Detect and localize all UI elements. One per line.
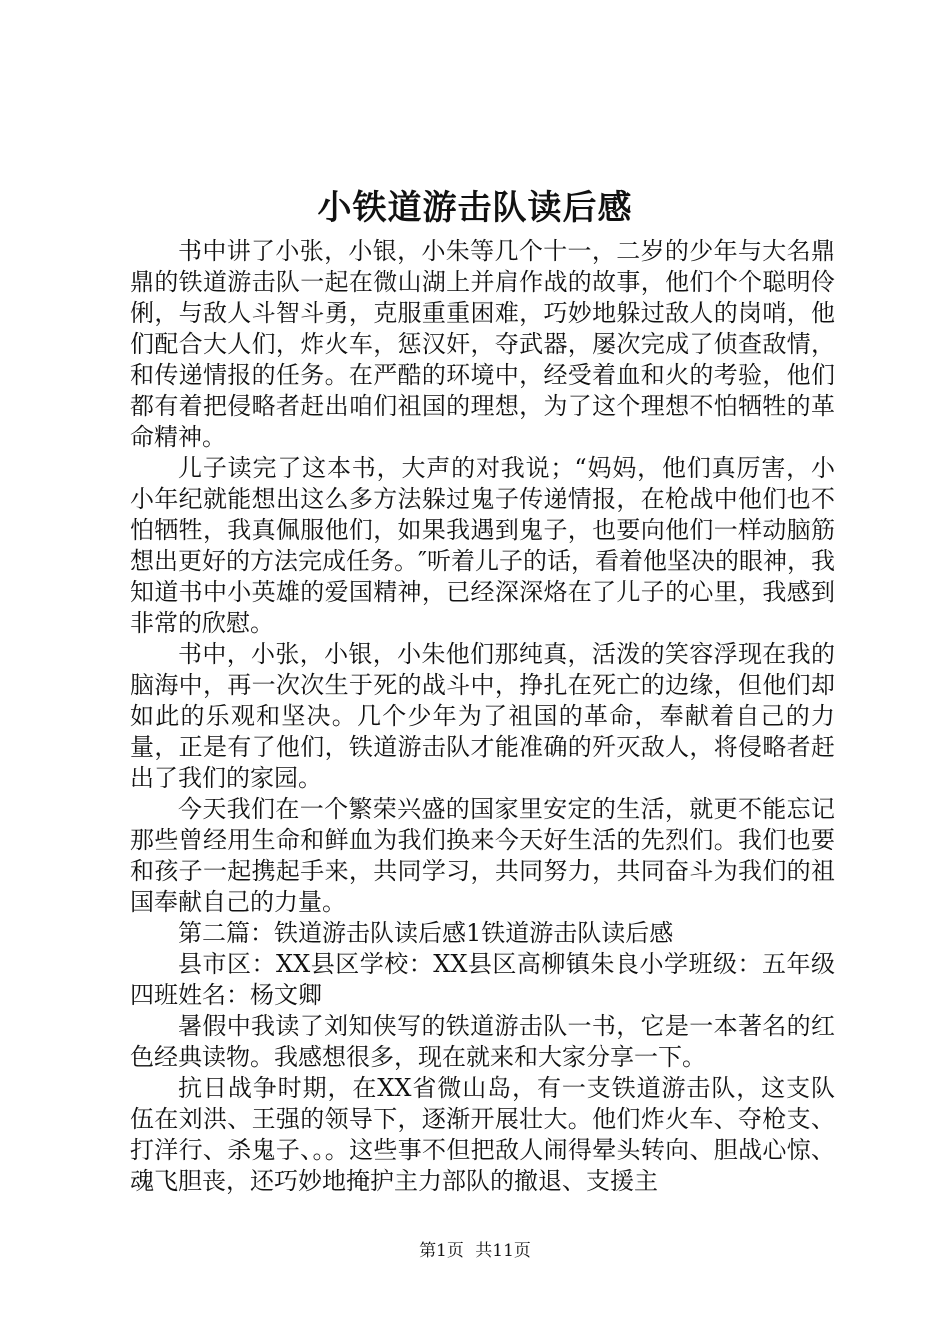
paragraph: 今天我们在一个繁荣兴盛的国家里安定的生活，就更不能忘记那些曾经用生命和鲜血为我们换来今天好生活的先烈们。我们也要和孩子一起携起手来，共同学习，共同努力，共同奋斗为我们的祖国奉献自己的力量。	[130, 795, 835, 916]
paragraph: 抗日战争时期，在XX省微山岛，有一支铁道游击队，这支队伍在刘洪、王强的领导下，逐渐开展壮大。他们炸火车、夺枪支、打洋行、杀鬼子、。。这些事不但把敌人闹得晕头转向、胆战心惊、魂飞胆丧，还巧妙地掩护主力部队的撤退、支援主	[130, 1074, 835, 1195]
paragraph: 儿子读完了这本书，大声的对我说；“妈妈，他们真厉害，小小年纪就能想出这么多方法躲过鬼子传递情报，在枪战中他们也不怕牺牲，我真佩服他们，如果我遇到鬼子，也要向他们一样动脑筋想出更好的方法完成任务。″听着儿子的话，看着他坚决的眼神，我知道书中小英雄的爱国精神，已经深深烙在了儿子的心里，我感到非常的欣慰。	[130, 454, 835, 637]
author-info: 县市区：XX县区学校：XX县区高柳镇朱良小学班级：五年级四班姓名：杨文卿	[130, 950, 835, 1009]
paragraph: 暑假中我读了刘知侠写的铁道游击队一书，它是一本著名的红色经典读物。我感想很多，现在就来和大家分享一下。	[130, 1012, 835, 1071]
paragraph: 书中，小张，小银，小朱他们那纯真，活泼的笑容浮现在我的脑海中，再一次次生于死的战斗中，挣扎在死亡的边缘，但他们却如此的乐观和坚决。几个少年为了祖国的革命，奉献着自己的力量，正是有了他们，铁道游击队才能准确的歼灭敌人，将侵略者赶出了我们的家园。	[130, 640, 835, 792]
page-total: 共11页	[475, 1241, 531, 1261]
document-body	[130, 236, 835, 1197]
page-number: 第1页	[419, 1241, 464, 1261]
paragraph: 书中讲了小张，小银，小朱等几个十一，二岁的少年与大名鼎鼎的铁道游击队一起在微山湖上并肩作战的故事，他们个个聪明伶俐，与敌人斗智斗勇，克服重重困难，巧妙地躲过敌人的岗哨，他们配合大人们，炸火车，惩汉奸，夺武器，屡次完成了侦查敌情，和传递情报的任务。在严酷的环境中，经受着血和火的考验，他们都有着把侵略者赶出咱们祖国的理想，为了这个理想不怕牺牲的革命精神。	[130, 237, 835, 451]
document-title: 小铁道游击队读后感	[317, 188, 633, 228]
page-footer	[0, 1240, 950, 1262]
section-heading: 第二篇：铁道游击队读后感1铁道游击队读后感	[178, 919, 674, 947]
